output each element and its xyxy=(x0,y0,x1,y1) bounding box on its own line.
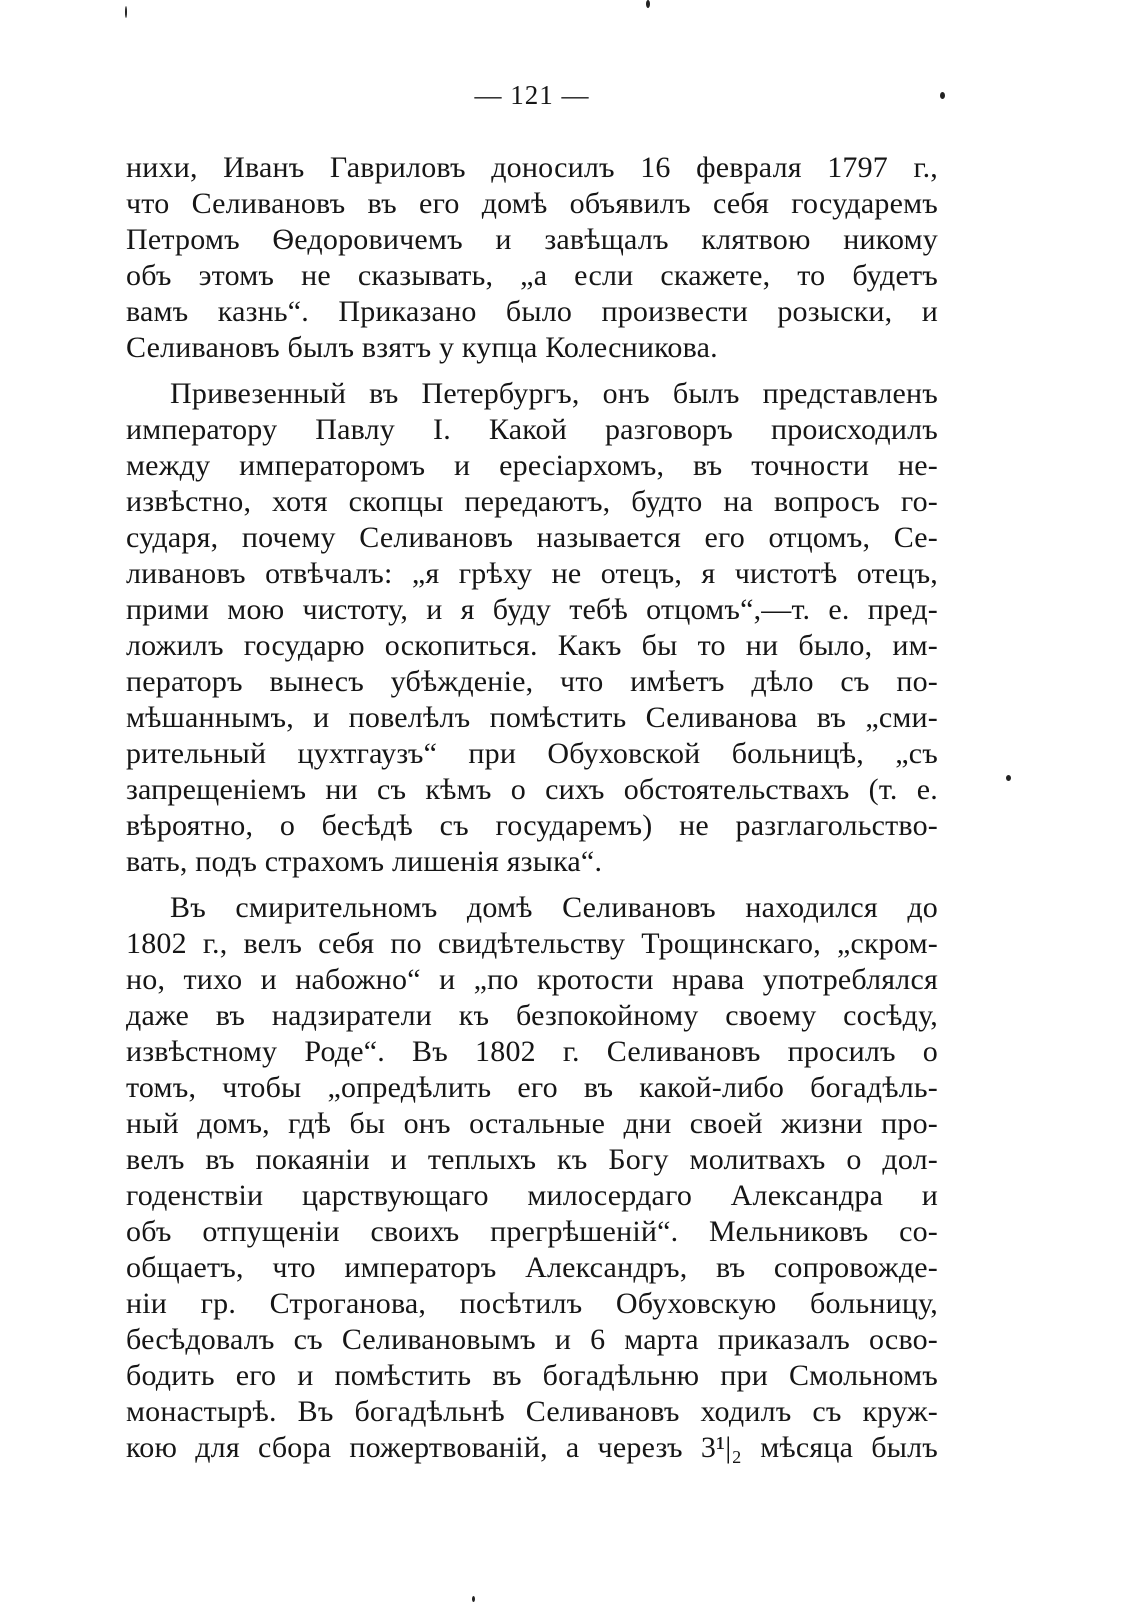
body-text xyxy=(126,150,938,1466)
text-line: объ отпущеніи своихъ прегрѣшеній“. Мельниковъ со- xyxy=(126,1215,938,1248)
text-line: объ этомъ не сказывать, „а если скажете, то будетъ xyxy=(126,259,938,292)
text-line: извѣстно, хотя скопцы передаютъ, будто на вопросъ го- xyxy=(126,485,938,518)
text-line: рительный цухтгаузъ“ при Обуховской больницѣ, „съ xyxy=(126,737,938,770)
text-line: общаетъ, что императоръ Александръ, въ сопровожде- xyxy=(126,1251,938,1284)
text-line: вамъ казнь“. Приказано было произвести розыски, и xyxy=(126,295,938,328)
scan-speck xyxy=(1006,775,1011,781)
text-line: сударя, почему Селивановъ называется его отцомъ, Се- xyxy=(126,521,938,554)
text-line: нихи, Иванъ Гавриловъ доносилъ 16 февраля 1797 г., xyxy=(126,151,938,184)
text-line: ніи гр. Строганова, посѣтилъ Обуховскую больницу, xyxy=(126,1287,938,1320)
paragraph xyxy=(126,890,938,1466)
paragraph xyxy=(126,150,938,366)
scan-speck xyxy=(125,6,127,18)
text-line: ный домъ, гдѣ бы онъ остальные дни своей жизни про- xyxy=(126,1107,938,1140)
text-line: монастырѣ. Въ богадѣльнѣ Селивановъ ходилъ съ круж- xyxy=(126,1395,938,1428)
text-line: императору Павлу I. Какой разговоръ происходилъ xyxy=(126,413,938,446)
text-line: годенствіи царствующаго милосердаго Александра и xyxy=(126,1179,938,1212)
paragraph xyxy=(126,376,938,880)
text-line: вать, подъ страхомъ лишенія языка“. xyxy=(126,845,603,878)
text-line: томъ, чтобы „опредѣлить его въ какой-либо богадѣль- xyxy=(126,1071,938,1104)
text-line: ложилъ государю оскопиться. Какъ бы то ни было, им- xyxy=(126,629,938,662)
text-line: велъ въ покаяніи и теплыхъ къ Богу молитвахъ о дол- xyxy=(126,1143,938,1176)
text-line: вѣроятно, о бесѣдѣ съ государемъ) не разглагольство- xyxy=(126,809,938,842)
text-line: ператоръ вынесъ убѣжденіе, что имѣетъ дѣло съ по- xyxy=(126,665,938,698)
text-line: кою для сбора пожертвованій, а черезъ 3¹|₂ мѣсяца былъ xyxy=(126,1431,938,1464)
scan-speck xyxy=(472,1596,475,1602)
text-line: прими мою чистоту, и я буду тебѣ отцомъ“,—т. е. пред- xyxy=(126,593,938,626)
text-line: Петромъ Ѳедоровичемъ и завѣщалъ клятвою никому xyxy=(126,223,938,256)
text-line: Селивановъ былъ взятъ у купца Колесникова. xyxy=(126,331,718,364)
text-line: Въ смирительномъ домѣ Селивановъ находился до xyxy=(170,891,938,924)
text-line: извѣстному Роде“. Въ 1802 г. Селивановъ просилъ о xyxy=(126,1035,938,1068)
text-line: даже въ надзиратели къ безпокойному своему сосѣду, xyxy=(126,999,938,1032)
scan-speck xyxy=(646,0,650,8)
text-line: 1802 г., велъ себя по свидѣтельству Трощинскаго, „скром- xyxy=(126,927,938,960)
text-line: но, тихо и набожно“ и „по кротости нрава употреблялся xyxy=(126,963,938,996)
text-line: бесѣдовалъ съ Селивановымъ и 6 марта приказалъ осво- xyxy=(126,1323,938,1356)
text-line: запрещеніемъ ни съ кѣмъ о сихъ обстоятельствахъ (т. е. xyxy=(126,773,938,806)
text-line: ливановъ отвѣчалъ: „я грѣху не отецъ, я чистотѣ отецъ, xyxy=(126,557,938,590)
scan-speck xyxy=(940,92,945,99)
text-line: что Селивановъ въ его домѣ объявилъ себя государемъ xyxy=(126,187,938,220)
text-line: мѣшаннымъ, и повелѣлъ помѣстить Селиванова въ „сми- xyxy=(126,701,938,734)
text-line: Привезенный въ Петербургъ, онъ былъ представленъ xyxy=(170,377,938,410)
page-number: — 121 — xyxy=(474,80,590,110)
text-line: между императоромъ и ересіархомъ, въ точности не- xyxy=(126,449,938,482)
text-line: бодить его и помѣстить въ богадѣльню при Смольномъ xyxy=(126,1359,938,1392)
